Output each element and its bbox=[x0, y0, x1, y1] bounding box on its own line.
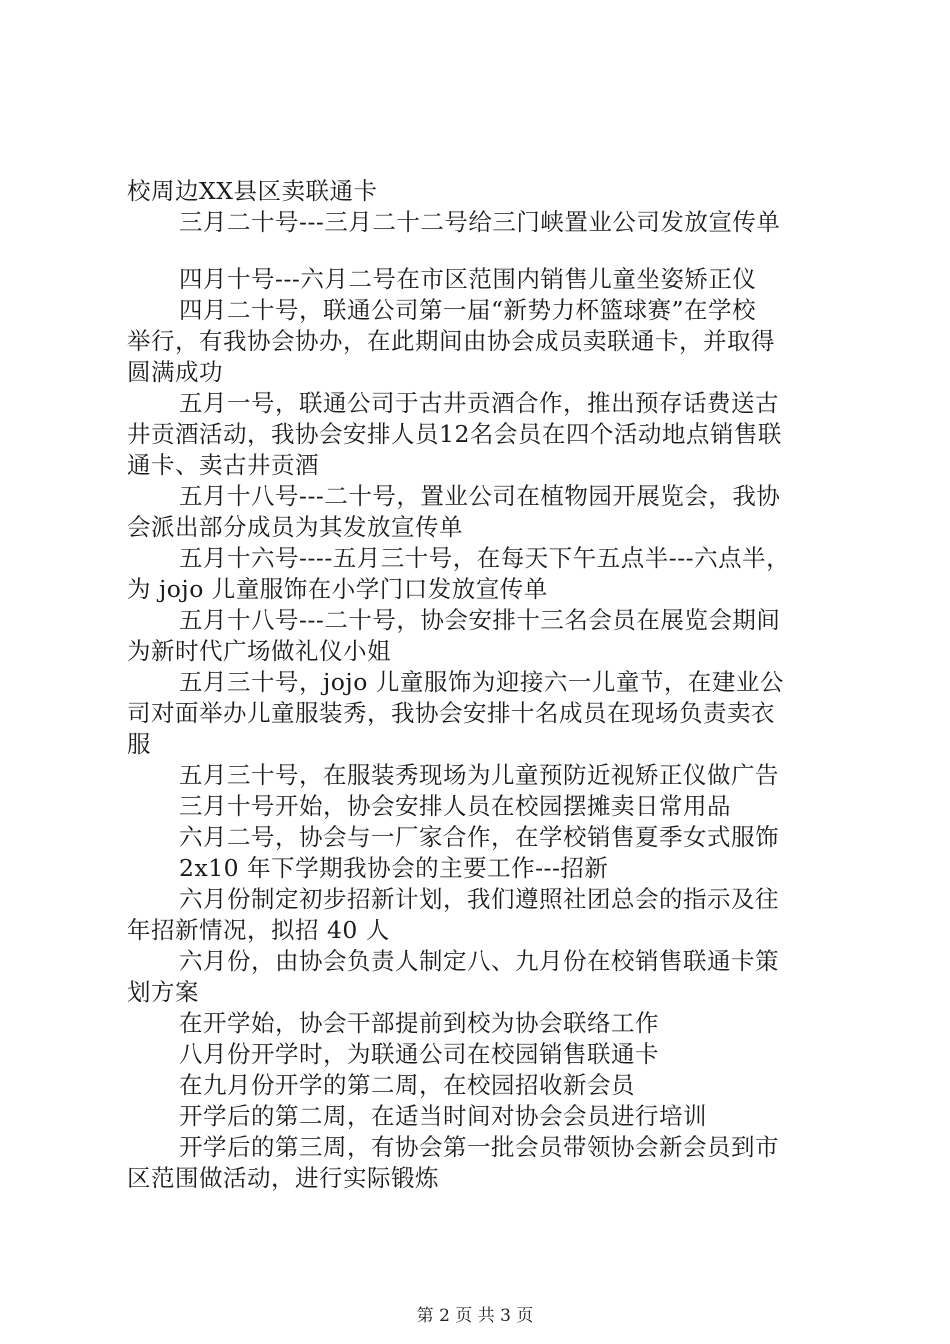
text-line: 开学后的第二周，在适当时间对协会会员进行培训 bbox=[179, 1102, 707, 1130]
text-line: 通卡、卖古井贡酒 bbox=[127, 451, 319, 479]
text-line: 年招新情况，拟招 40 人 bbox=[127, 916, 390, 944]
text-line: 六月份，由协会负责人制定八、九月份在校销售联通卡策 bbox=[179, 947, 779, 975]
text-line: 开学后的第三周，有协会第一批会员带领协会新会员到市 bbox=[179, 1133, 779, 1161]
text-line: 五月三十号，jojo 儿童服饰为迎接六一儿童节，在建业公 bbox=[179, 668, 784, 696]
text-line: 五月十八号---二十号，协会安排十三名会员在展览会期间 bbox=[179, 606, 781, 634]
blank-line bbox=[127, 238, 839, 264]
text-line: 八月份开学时，为联通公司在校园销售联通卡 bbox=[179, 1040, 659, 1068]
text-line: 2x10 年下学期我协会的主要工作---招新 bbox=[179, 854, 609, 882]
text-line: 为新时代广场做礼仪小姐 bbox=[127, 637, 391, 665]
text-line: 在开学始，协会干部提前到校为协会联络工作 bbox=[179, 1009, 659, 1037]
text-line: 会派出部分成员为其发放宣传单 bbox=[127, 513, 463, 541]
text-line: 区范围做活动，进行实际锻炼 bbox=[127, 1164, 439, 1192]
text-line: 井贡酒活动，我协会安排人员12名会员在四个活动地点销售联 bbox=[127, 420, 782, 448]
text-line: 在九月份开学的第二周，在校园招收新会员 bbox=[179, 1071, 635, 1099]
text-line: 划方案 bbox=[127, 978, 199, 1006]
text-line: 四月十号---六月二号在市区范围内销售儿童坐姿矫正仪 bbox=[179, 265, 757, 293]
text-line: 三月十号开始，协会安排人员在校园摆摊卖日常用品 bbox=[179, 792, 731, 820]
text-line: 五月一号，联通公司于古井贡酒合作，推出预存话费送古 bbox=[179, 389, 779, 417]
text-line: 四月二十号，联通公司第一届“新势力杯篮球赛”在学校 bbox=[179, 296, 757, 324]
text-line: 圆满成功 bbox=[127, 358, 223, 386]
document-body bbox=[127, 176, 839, 1194]
text-line: 六月二号，协会与一厂家合作，在学校销售夏季女式服饰 bbox=[179, 823, 779, 851]
text-line: 举行，有我协会协办，在此期间由协会成员卖联通卡，并取得 bbox=[127, 327, 775, 355]
text-line: 为 jojo 儿童服饰在小学门口发放宣传单 bbox=[127, 575, 548, 603]
text-line: 五月十六号----五月三十号，在每天下午五点半---六点半， bbox=[179, 544, 791, 572]
text-line: 五月十八号---二十号，置业公司在植物园开展览会，我协 bbox=[179, 482, 781, 510]
text-line: 六月份制定初步招新计划，我们遵照社团总会的指示及往 bbox=[179, 885, 779, 913]
text-line: 校周边XX县区卖联通卡 bbox=[127, 177, 378, 205]
page-number-footer: 第 2 页 共 3 页 bbox=[416, 1306, 534, 1326]
text-line: 三月二十号---三月二十二号给三门峡置业公司发放宣传单 bbox=[179, 208, 781, 236]
text-line: 服 bbox=[127, 730, 151, 758]
text-line: 司对面举办儿童服装秀，我协会安排十名成员在现场负责卖衣 bbox=[127, 699, 775, 727]
text-line: 五月三十号，在服装秀现场为儿童预防近视矫正仪做广告 bbox=[179, 761, 779, 789]
